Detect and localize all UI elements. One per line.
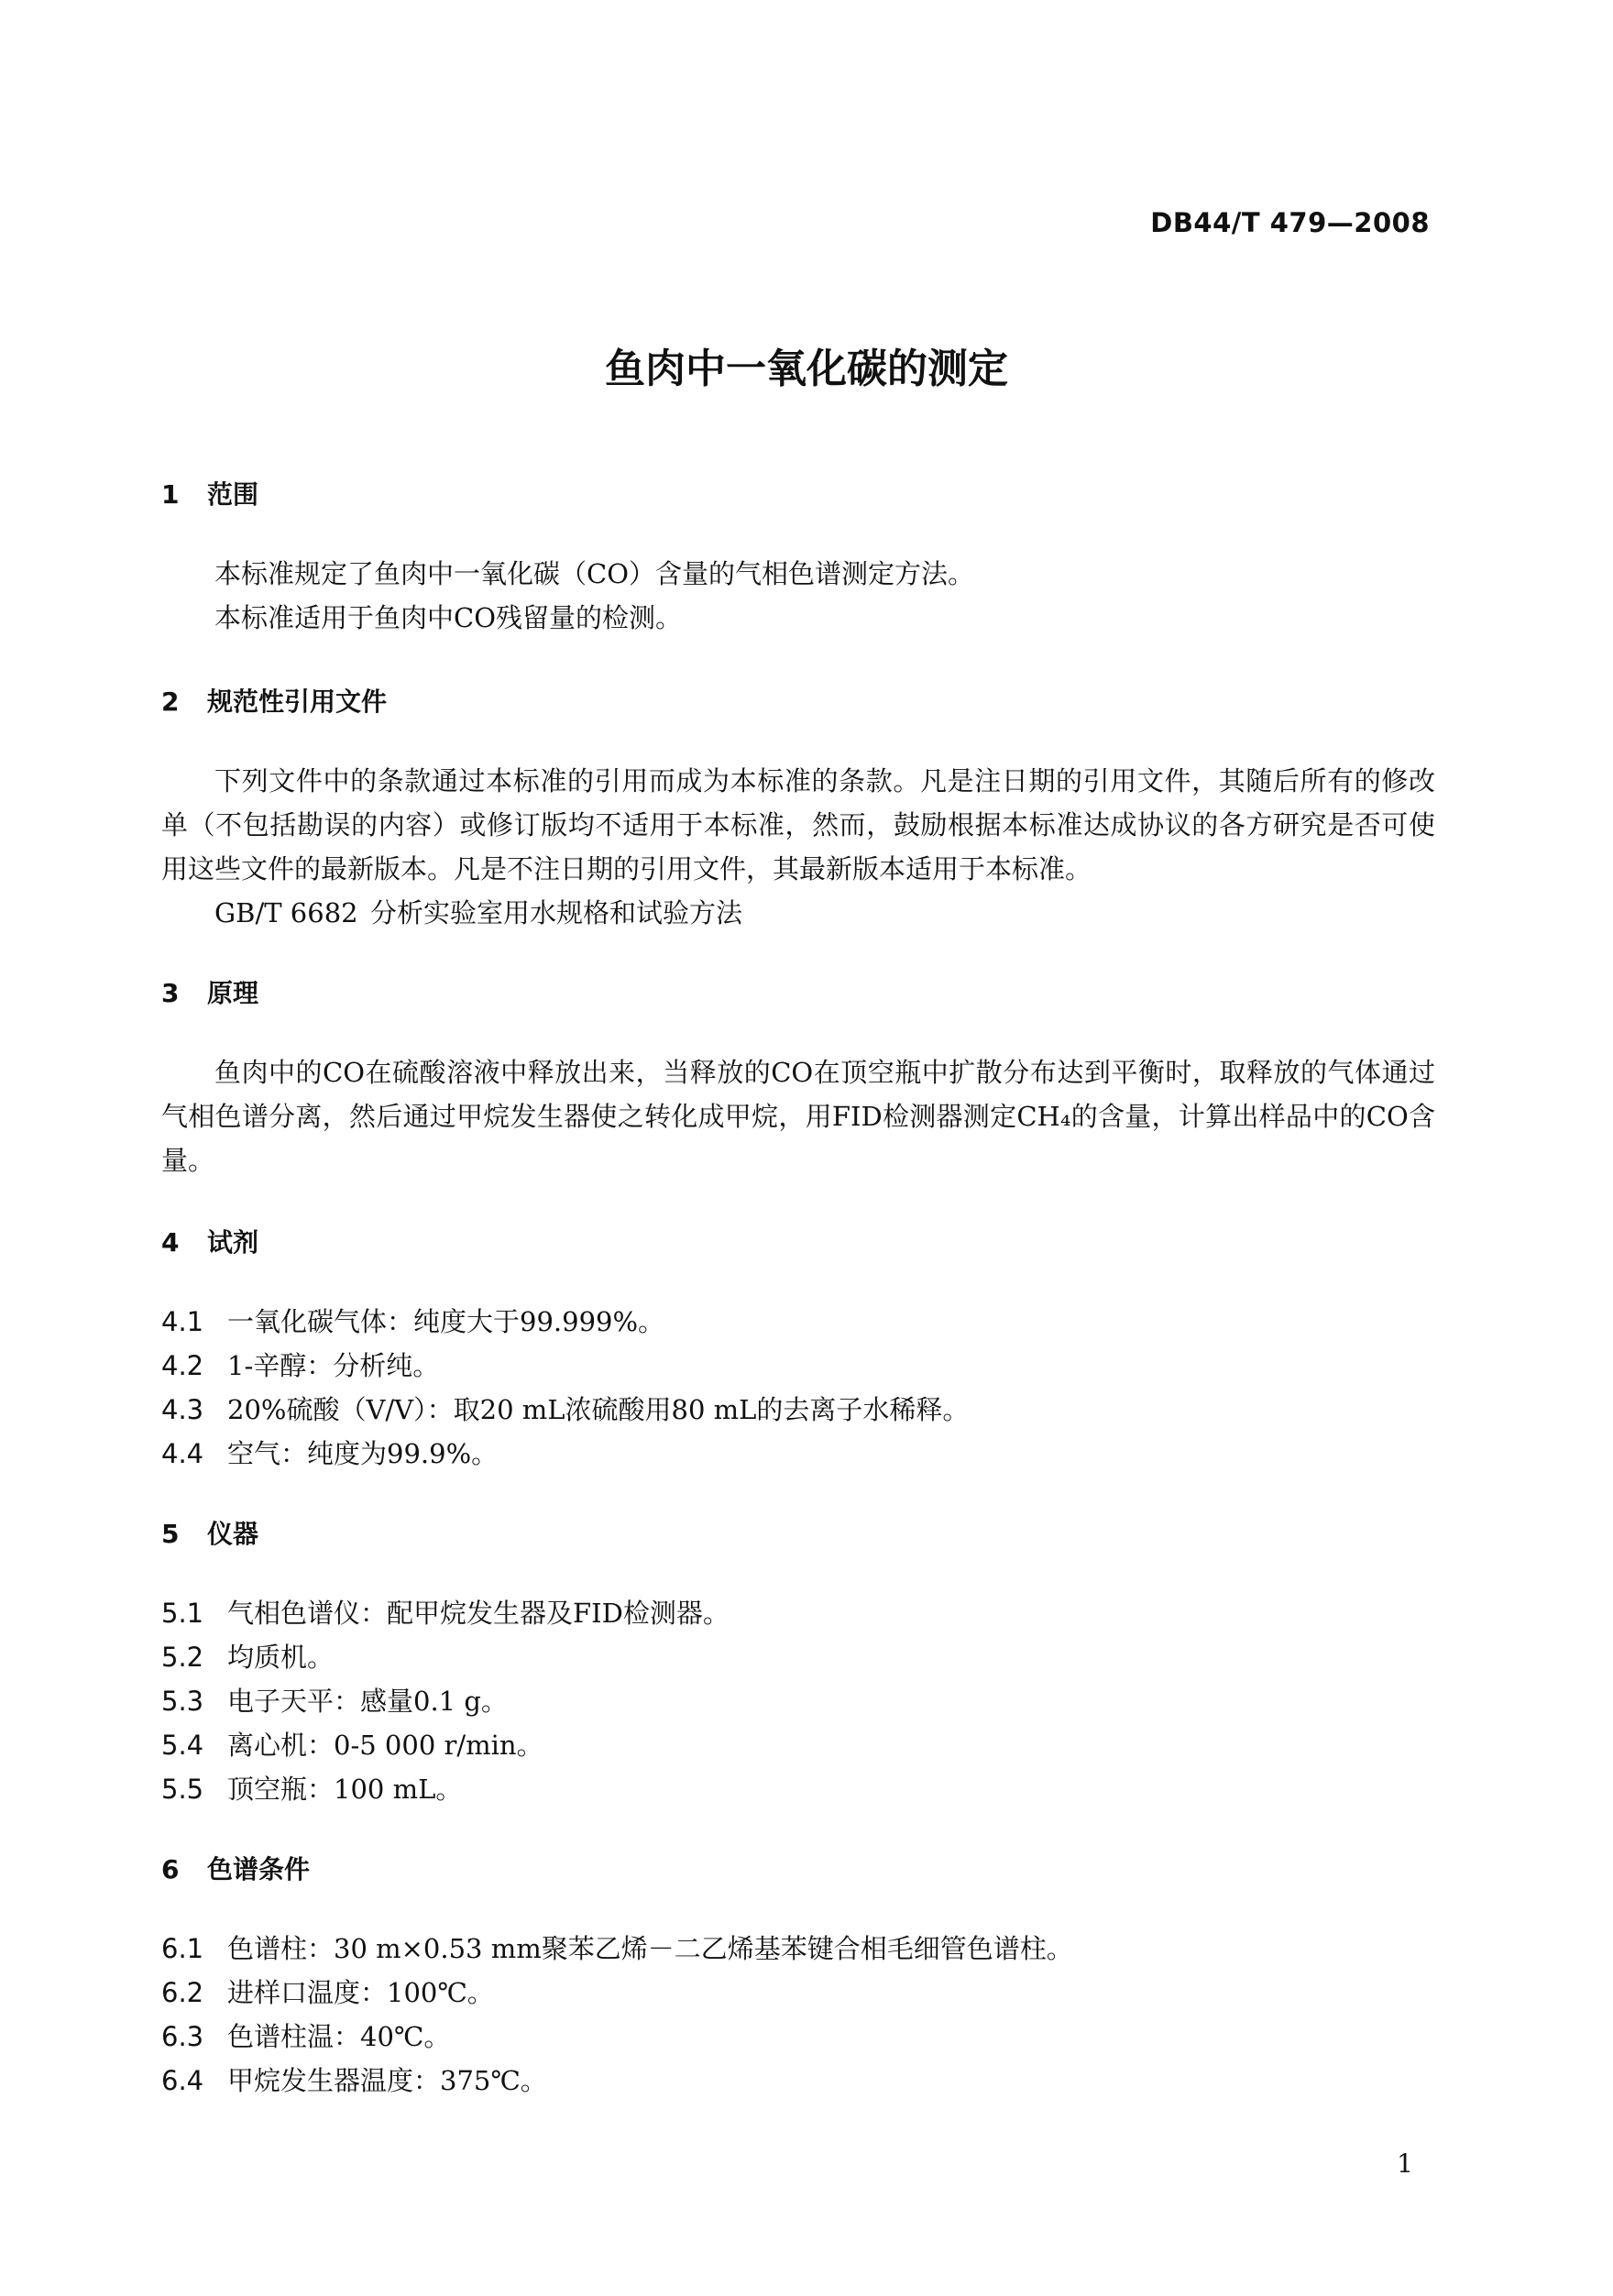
reference-entry xyxy=(161,891,1435,935)
references-paragraph: 下列文件中的条款通过本标准的引用而成为本标准的条款。凡是注日期的引用文件，其随后所有的修改单（不包括勘误的内容）或修订版均不适用于本标准，然而，鼓励根据本标准达成协议的各方研究是否可使用这些文件的最新版本。凡是不注日期的引用文件，其最新版本适用于本标准。 xyxy=(161,765,1435,884)
section-title: 试剂 xyxy=(207,1227,259,1258)
item-text: 一氧化碳气体：纯度大于99.999%。 xyxy=(227,1306,665,1337)
section-number: 2 xyxy=(161,687,180,717)
apparatus-item xyxy=(161,1591,1435,1635)
item-text: 顶空瓶：100 mL。 xyxy=(227,1774,463,1805)
item-number: 6.1 xyxy=(161,1933,204,1964)
reference-code: GB/T 6682 xyxy=(214,897,358,928)
standard-code: DB44/T 479—2008 xyxy=(1150,207,1430,238)
item-number: 4.1 xyxy=(161,1306,204,1337)
item-number: 6.2 xyxy=(161,1977,204,2008)
reagent-item xyxy=(161,1344,1435,1388)
item-number: 5.1 xyxy=(161,1598,204,1629)
section-title: 仪器 xyxy=(207,1519,259,1549)
section-title: 色谱条件 xyxy=(207,1854,311,1884)
section-heading-chromatographic-conditions xyxy=(161,1851,1435,1888)
section-heading-apparatus xyxy=(161,1516,1435,1553)
item-text: 均质机。 xyxy=(227,1642,335,1673)
item-text: 离心机：0-5 000 r/min。 xyxy=(227,1730,543,1761)
section-title: 范围 xyxy=(207,479,259,510)
condition-item xyxy=(161,2059,1435,2103)
page-number: 1 xyxy=(1397,2148,1413,2179)
item-text: 色谱柱温：40℃。 xyxy=(227,2021,451,2052)
apparatus-item xyxy=(161,1635,1435,1679)
item-number: 4.3 xyxy=(161,1394,204,1425)
item-text: 气相色谱仪：配甲烷发生器及FID检测器。 xyxy=(227,1598,730,1629)
section-heading-normative-references xyxy=(161,684,1435,720)
item-number: 5.3 xyxy=(161,1686,204,1717)
document-body xyxy=(161,477,1435,2139)
scope-paragraph: 本标准规定了鱼肉中一氧化碳（CO）含量的气相色谱测定方法。 xyxy=(214,558,974,589)
reagent-item xyxy=(161,1388,1435,1432)
item-text: 空气：纯度为99.9%。 xyxy=(227,1438,499,1469)
section-number: 4 xyxy=(161,1227,180,1258)
reagent-item xyxy=(161,1300,1435,1344)
apparatus-item xyxy=(161,1723,1435,1767)
reagent-item xyxy=(161,1432,1435,1476)
principle-paragraph: 鱼肉中的CO在硫酸溶液中释放出来，当释放的CO在顶空瓶中扩散分布达到平衡时，取释放的气体通过气相色谱分离，然后通过甲烷发生器使之转化成甲烷，用FID检测器测定CH₄的含量，计算出样品中的CO含量。 xyxy=(161,1057,1435,1176)
section-heading-principle xyxy=(161,975,1435,1012)
item-number: 6.4 xyxy=(161,2065,204,2096)
condition-item xyxy=(161,1971,1435,2015)
scope-paragraph: 本标准适用于鱼肉中CO残留量的检测。 xyxy=(214,602,682,633)
condition-item xyxy=(161,2015,1435,2059)
item-text: 色谱柱：30 m×0.53 mm聚苯乙烯－二乙烯基苯键合相毛细管色谱柱。 xyxy=(227,1933,1073,1964)
document-title: 鱼肉中一氧化碳的测定 xyxy=(605,346,1008,392)
apparatus-item xyxy=(161,1679,1435,1723)
item-number: 4.2 xyxy=(161,1350,204,1381)
item-text: 1-辛醇：分析纯。 xyxy=(227,1350,440,1381)
apparatus-item xyxy=(161,1767,1435,1811)
section-title: 原理 xyxy=(207,978,259,1008)
section-number: 1 xyxy=(161,479,180,510)
item-number: 5.2 xyxy=(161,1642,204,1673)
section-number: 5 xyxy=(161,1519,180,1549)
item-number: 5.4 xyxy=(161,1730,204,1761)
item-number: 6.3 xyxy=(161,2021,204,2052)
condition-item xyxy=(161,1927,1435,1971)
item-text: 进样口温度：100℃。 xyxy=(227,1977,494,2008)
item-text: 甲烷发生器温度：375℃。 xyxy=(227,2065,547,2096)
section-number: 3 xyxy=(161,978,180,1008)
item-number: 5.5 xyxy=(161,1774,204,1805)
reference-title: 分析实验室用水规格和试验方法 xyxy=(370,897,743,928)
section-number: 6 xyxy=(161,1854,180,1884)
section-heading-scope xyxy=(161,477,1435,513)
item-text: 20%硫酸（V/V）：取20 mL浓硫酸用80 mL的去离子水稀释。 xyxy=(227,1394,970,1425)
section-title: 规范性引用文件 xyxy=(207,687,388,717)
item-text: 电子天平：感量0.1 g。 xyxy=(227,1686,508,1717)
section-heading-reagents xyxy=(161,1225,1435,1261)
item-number: 4.4 xyxy=(161,1438,204,1469)
